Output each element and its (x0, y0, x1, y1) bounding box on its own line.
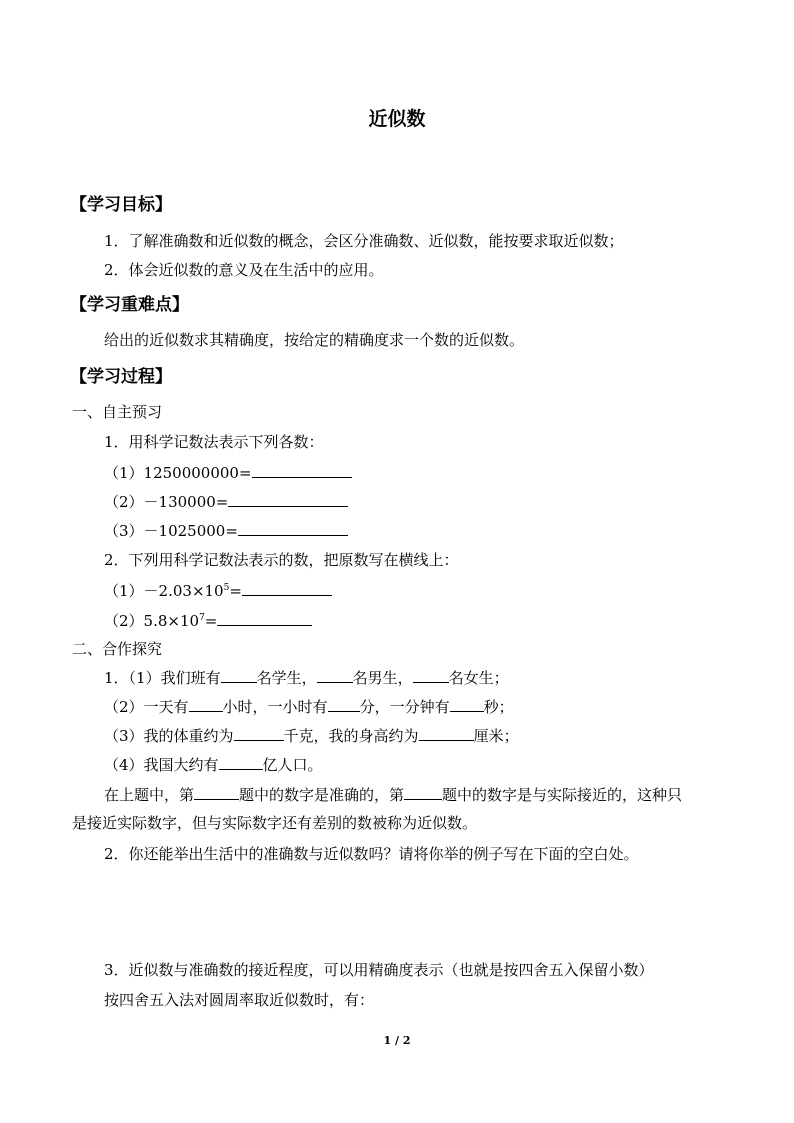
exercise-line (104, 754, 323, 775)
exercise-line (104, 520, 348, 541)
part2-question-3: 3．近似数与准确数的接近程度，可以用精确度表示（也就是按四舍五入保留小数） (104, 961, 654, 979)
exercise-line (104, 725, 519, 746)
exponent: 7 (199, 613, 205, 623)
part2-question-3-continued: 按四舍五入法对圆周率取近似数时，有： (104, 991, 375, 1009)
exercise-text: （1）1250000000= (104, 464, 252, 482)
exercise-text: （1）－2.03×10 (104, 582, 224, 600)
exercise-line (104, 667, 509, 688)
exercise-text: （2）5.8×10 (104, 612, 200, 630)
answer-blank[interactable] (194, 784, 239, 800)
exercise-text: 厘米； (473, 727, 519, 745)
page-title: 近似数 (368, 108, 426, 130)
answer-blank[interactable] (450, 696, 484, 712)
exercise-text: 千克，我的身高约为 (283, 727, 419, 745)
answer-blank[interactable] (404, 784, 442, 800)
paragraph-text: 题中的数字是准确的，第 (239, 786, 405, 804)
part2-heading: 二、合作探究 (72, 640, 163, 658)
answer-blank[interactable] (419, 725, 474, 741)
exercise-text: = (204, 612, 218, 630)
page-number: 1 / 2 (383, 1034, 411, 1047)
exercise-line (104, 462, 352, 483)
paragraph-line (104, 784, 682, 805)
exercise-text: 名男生， (352, 669, 413, 687)
exercise-text: （3）我的体重约为 (104, 727, 234, 745)
objective-item: 2．体会近似数的意义及在生活中的应用。 (104, 261, 384, 279)
answer-blank[interactable] (413, 667, 449, 683)
part1-question-1: 1．用科学记数法表示下列各数： (104, 433, 324, 451)
exercise-text: 秒； (483, 698, 514, 716)
answer-blank[interactable] (217, 610, 312, 626)
section-heading-objectives: 【学习目标】 (70, 195, 172, 215)
paragraph-line: 是接近实际数字，但与实际数字还有差别的数被称为近似数。 (72, 814, 478, 832)
answer-blank[interactable] (234, 725, 284, 741)
answer-blank[interactable] (228, 491, 348, 507)
exercise-text: （4）我国大约有 (104, 756, 219, 774)
answer-blank[interactable] (252, 462, 352, 478)
exercise-text: 名女生； (448, 669, 509, 687)
paragraph-text: 在上题中，第 (104, 786, 195, 804)
exercise-text: （2）－130000= (104, 493, 229, 511)
exercise-line (104, 491, 348, 512)
answer-blank[interactable] (189, 696, 223, 712)
answer-blank[interactable] (242, 580, 332, 596)
exponent: 5 (223, 583, 230, 593)
answer-blank[interactable] (317, 667, 353, 683)
paragraph-text: 题中的数字是与实际接近的，这种只 (442, 786, 683, 804)
part1-heading: 一、自主预习 (72, 403, 163, 421)
answer-blank[interactable] (328, 696, 360, 712)
objective-item: 1．了解准确数和近似数的概念，会区分准确数、近似数，能按要求取近似数； (104, 232, 624, 250)
part2-question-2: 2．你还能举出生活中的准确数与近似数吗？请将你举的例子写在下面的空白处。 (104, 845, 639, 863)
answer-blank[interactable] (238, 520, 348, 536)
exercise-text: 1．（1）我们班有 (104, 669, 221, 687)
exercise-text: 名学生， (256, 669, 317, 687)
exercise-text: = (229, 582, 242, 600)
exercise-text: 亿人口。 (262, 756, 323, 774)
exercise-text: （2）一天有 (104, 698, 189, 716)
section-heading-process: 【学习过程】 (70, 367, 172, 387)
exercise-line (104, 580, 332, 601)
key-points-text: 给出的近似数求其精确度，按给定的精确度求一个数的近似数。 (104, 331, 525, 349)
exercise-text: （3）－1025000= (104, 522, 238, 540)
exercise-line (104, 696, 514, 717)
exercise-text: 小时，一小时有 (222, 698, 328, 716)
part1-question-2: 2．下列用科学记数法表示的数，把原数写在横线上： (104, 551, 459, 569)
answer-blank[interactable] (219, 754, 263, 770)
exercise-text: 分，一分钟有 (359, 698, 450, 716)
exercise-line (104, 610, 312, 631)
section-heading-key-points: 【学习重难点】 (70, 295, 189, 315)
answer-blank[interactable] (221, 667, 257, 683)
